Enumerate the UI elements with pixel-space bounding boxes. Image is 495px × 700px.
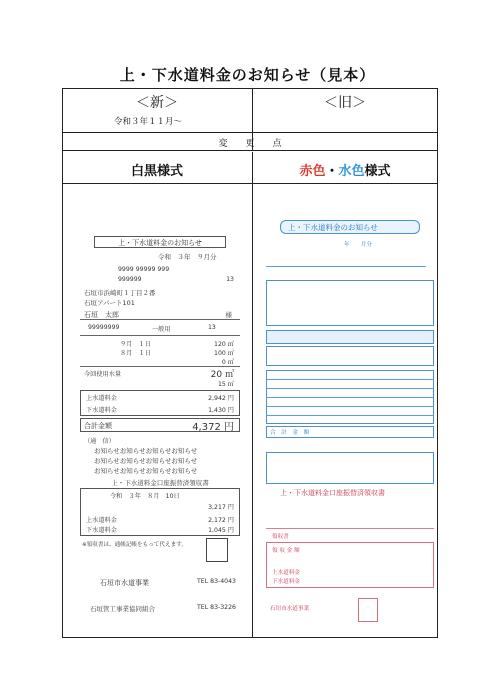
address-line-1: 石垣市浜崎町１丁目２番 <box>84 289 156 297</box>
water-fee-label: 上水道料金 <box>86 395 117 402</box>
sewer-fee-label: 下水道料金 <box>86 407 117 414</box>
water-fee-value: 2,942 円 <box>208 395 234 402</box>
dot-separator: ・ <box>325 164 339 179</box>
previous-usage: 15 ㎥ <box>217 381 234 388</box>
debit-sewer: 1,045 円 <box>208 527 234 534</box>
old-issuer: 石垣市水道事業 <box>270 606 310 612</box>
old-form-receipt <box>266 488 434 628</box>
debit-total: 3,217 円 <box>208 504 234 511</box>
previous-reading-day: ８月 １日 <box>120 350 151 357</box>
notice-line: お知らせお知らせお知らせお知らせ <box>94 467 198 475</box>
reading-day: 13 <box>226 276 234 283</box>
receipt-period: 令和 ３年 ９月分 <box>158 253 217 261</box>
debit-sewer-label: 下水道料金 <box>86 527 117 534</box>
old-sewer-label: 下水道料金 <box>272 579 300 585</box>
old-receipt-label: 領収書 <box>272 534 289 540</box>
total-value: 4,372 円 <box>192 422 234 433</box>
style-suffix: 様式 <box>364 164 391 179</box>
receipt-title: 上・下水道料金のお知らせ <box>118 239 202 247</box>
stamp-icon <box>206 538 228 562</box>
old-amount-label: 領 収 金 額 <box>272 548 300 554</box>
footer-note: ※領収書は、通帳記帳をもって代えます。 <box>82 542 187 548</box>
old-form-notice <box>266 220 434 448</box>
adjust-reading: 0 ㎥ <box>221 359 234 366</box>
new-style-label: 白黒様式 <box>130 164 183 179</box>
blue-label: 水色 <box>338 164 365 179</box>
current-reading-day: ９月 １日 <box>120 341 151 348</box>
usage-value: 20 ㎥ <box>210 370 234 380</box>
notice-line: お知らせお知らせお知らせお知らせ <box>94 457 198 465</box>
customer-number: 999999 <box>118 276 142 283</box>
new-date: 令和３年１１月～ <box>114 117 183 127</box>
notice-title: （通 信） <box>84 438 115 445</box>
debit-water: 2,172 円 <box>208 517 234 524</box>
office-tel-1: TEL 83-4043 <box>197 578 236 585</box>
use-type: 一般用 <box>152 326 171 333</box>
notice-line: お知らせお知らせお知らせお知らせ <box>94 447 198 455</box>
usage-label: 今回使用水量 <box>84 371 122 378</box>
debit-receipt-title: 上・下水道料金口座振替済領収書 <box>111 479 209 487</box>
office-name-2: 石垣管工事業協同組合 <box>90 605 155 613</box>
meter-number: 9999 99999 999 <box>118 266 170 273</box>
header-divider-2 <box>62 150 438 151</box>
header-divider-1 <box>62 132 438 133</box>
name-suffix: 様 <box>225 311 232 319</box>
debit-water-label: 上水道料金 <box>86 517 117 524</box>
customer-name: 石垣 太郎 <box>84 311 119 319</box>
debit-date: 令和 ３年 ８月 10日 <box>110 493 180 500</box>
column-divider-bottom <box>252 152 253 638</box>
old-debit-title: 上・下水道料金口座振替済領収書 <box>280 489 385 497</box>
old-style-label <box>252 160 438 179</box>
old-total-label: 合 計 金 額 <box>270 430 310 436</box>
meter-size: 13 <box>208 324 216 331</box>
red-label: 赤色 <box>299 164 326 179</box>
page-title: 上・下水道料金のお知らせ（見本） <box>119 66 376 84</box>
old-water-label: 上水道料金 <box>272 570 300 576</box>
old-label: ＜旧＞ <box>324 95 366 111</box>
office-tel-2: TEL 83-3226 <box>197 604 236 611</box>
sewer-fee-value: 1,430 円 <box>208 407 234 414</box>
new-receipt <box>80 212 240 632</box>
old-form-title: 上・下水道料金のお知らせ <box>288 223 378 232</box>
office-name-1: 石垣市水道事業 <box>100 579 149 587</box>
old-stamp-icon <box>358 598 378 622</box>
meter-id: 99999999 <box>88 324 120 331</box>
current-reading: 120 ㎥ <box>214 341 234 348</box>
header-divider-3 <box>62 183 438 184</box>
old-form-period: 年 月分 <box>344 242 372 248</box>
old-notice-box <box>266 452 434 484</box>
address-line-2: 石垣アパート101 <box>84 299 135 307</box>
change-point-label: 変 更 点 <box>218 139 282 149</box>
previous-reading: 100 ㎥ <box>214 350 234 357</box>
new-label: ＜新＞ <box>136 95 178 111</box>
total-label: 合計金額 <box>84 422 112 430</box>
